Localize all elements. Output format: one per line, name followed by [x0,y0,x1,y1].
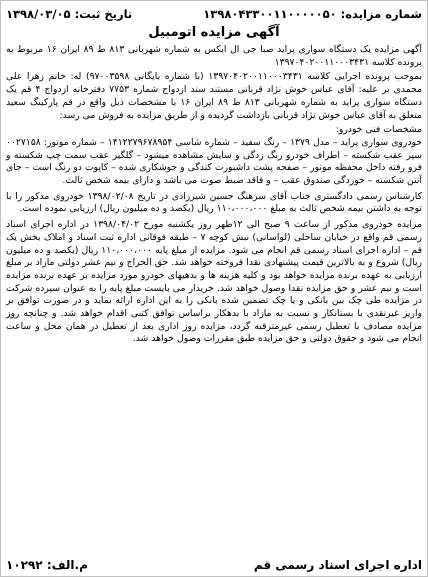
appraisal-paragraph: کارشناس رسمی دادگستری جناب آقای سرهنگ حسین شیرزادی در تاریخ ۱۳۹۸/۰۲/۰۸ خودروی مذکور را با توجه به داشتن بیمه شخص ثالث به مبلغ ۱۱۰،۰۰۰،۰۰۰ ریال (یکصد و ده میلیون ریال) ارزیابی نموده است. [6,190,422,215]
auction-number-value: ۱۳۹۸۰۴۳۳۰۰۱۱۰۰۰۰۰۵۰ [203,7,337,21]
case-paragraph: بموجب پرونده اجرایی کلاسه ۱۳۹۷۰۴۰۲۰۰۱۱۰۰۰۳۴۳۱ (با شماره بایگانی ۹۷۰۰۳۵۹۸) له: خانم زهرا علی محمدی بر علیه: آقای عباس خوش نژاد قربانی مستند سند ازدواج شماره ۷۷۵۳ دفترخانه ازدواج ۴ قم یک دستگاه سواری پراید به شماره شهربانی ۸۱۳ ط ۸۹ ایران ۱۶ با مشخصات ذیل واقع در قم پارکینگ سعید متعلق به آقای عباس خوش نژاد قربانی بازداشت گردیده و از طریق مزایده به فروش می رسد: [6,71,423,121]
notice-header [6,4,422,24]
specs-heading: مشخصات فنی خودرو: [335,124,422,136]
registration-date-value: ۱۳۹۸/۰۳/۰۵ [6,7,71,21]
specs-paragraph: خودروی سواری پراید – مدل ۱۳۷۹ – رنگ سفید – شماره شاسی ۱۴۱۲۲۷۹۶۷۸۹۵۴ – شماره موتور: ۰۰۲۷۱۵۸ سپر عقب شکسته – اطراف خودرو زنگ زدگی و سایش مشاهده میشود – گلگیر عقب سمت چپ شکسته و فرو رفته داخل محفظه موتور – صفحه پشت داشبورت کندگی و جوشکاری شده – کاپوت دو رنگ است – جای آنتن شکسته – خوردگی صندوق عقب – و فاقد ضبط صوت می باشد و دارای بیمه شخص ثالث. [6,136,422,187]
publication-code-value: ۱۰۲۹۲ [6,558,43,572]
notice-footer [6,558,422,572]
auction-number-label: شماره مزایده: [340,7,422,21]
publication-code-label: م.الف: [46,558,88,572]
publication-code [6,558,88,572]
intro-paragraph: آگهی مزایده یک دستگاه سواری پراید صبا جی ال ایکس به شماره شهربانی ۸۱۳ ط ۸۹ ایران ۱۶ مربوط به پرونده کلاسه ۱۳۹۷۰۴۰۲۰۰۱۱۰۰۰۳۴۳۱ [6,44,422,68]
auction-number [203,7,422,21]
registration-date-label: تاریخ ثبت: [74,7,133,21]
notice-body [6,44,422,346]
office-name: اداره اجرای اسناد رسمی قم [253,558,422,572]
notice-title: آگهی مزایده اتومبیل [148,25,280,40]
terms-paragraph: مزایده خودروی مذکور از ساعت ۹ صبح الی ۱۲ظهر روز یکشنبه مورخ ۱۳۹۸/۰۴/۰۲ در اداره اجرای اسناد رسمی قم واقع در خیابان ساحلی (لواسانی) نبش کوچه ۷ – طبقه فوقانی اداره ثبت اسناد و املاک بخش یک قم – اداره اجرای اسناد رسمی قم انجام می شود. مزایده از مبلغ پایه ۱۱۰،۰۰۰،۰۰۰ ریال (یکصد و ده میلیون ریال) شروع و به بالاترین قیمت پیشنهادی نقدا فروخته خواهد شد. حق الحراج و نیم عشر دولتی مازاد بر مبلغ ارزیابی به عهده برنده مزایده خواهد بود و کلیه هزینه ها و بدهیهای خودرو مورد مزایده بر عهده برنده مزایده است و نیم عشر و حق مزایده نقدا وصول خواهد شد. خریدار می بایست مبلغ پایه را به عنوان سپرده شرکت در مزایده طی چک بین بانکی و یا چک تضمین شده بانکی را به این اداره ارائه نماید و در صورت توافق بر واریز غیرنقدی با بستانکار و نسبت به مازاد با بدهکار براساس توافق کتبی اقدام خواهد شد. و چنانچه روز مزایده مصادف با تعطیل رسمی غیرمترقبه گردد، مزایده روز اداری بعد از تعطیل در همان محل و ساعت انجام می شود و حقوق دولتی و حق مزایده طبق مقررات وصول خواهد شد. [6,219,422,345]
registration-date [6,7,132,21]
